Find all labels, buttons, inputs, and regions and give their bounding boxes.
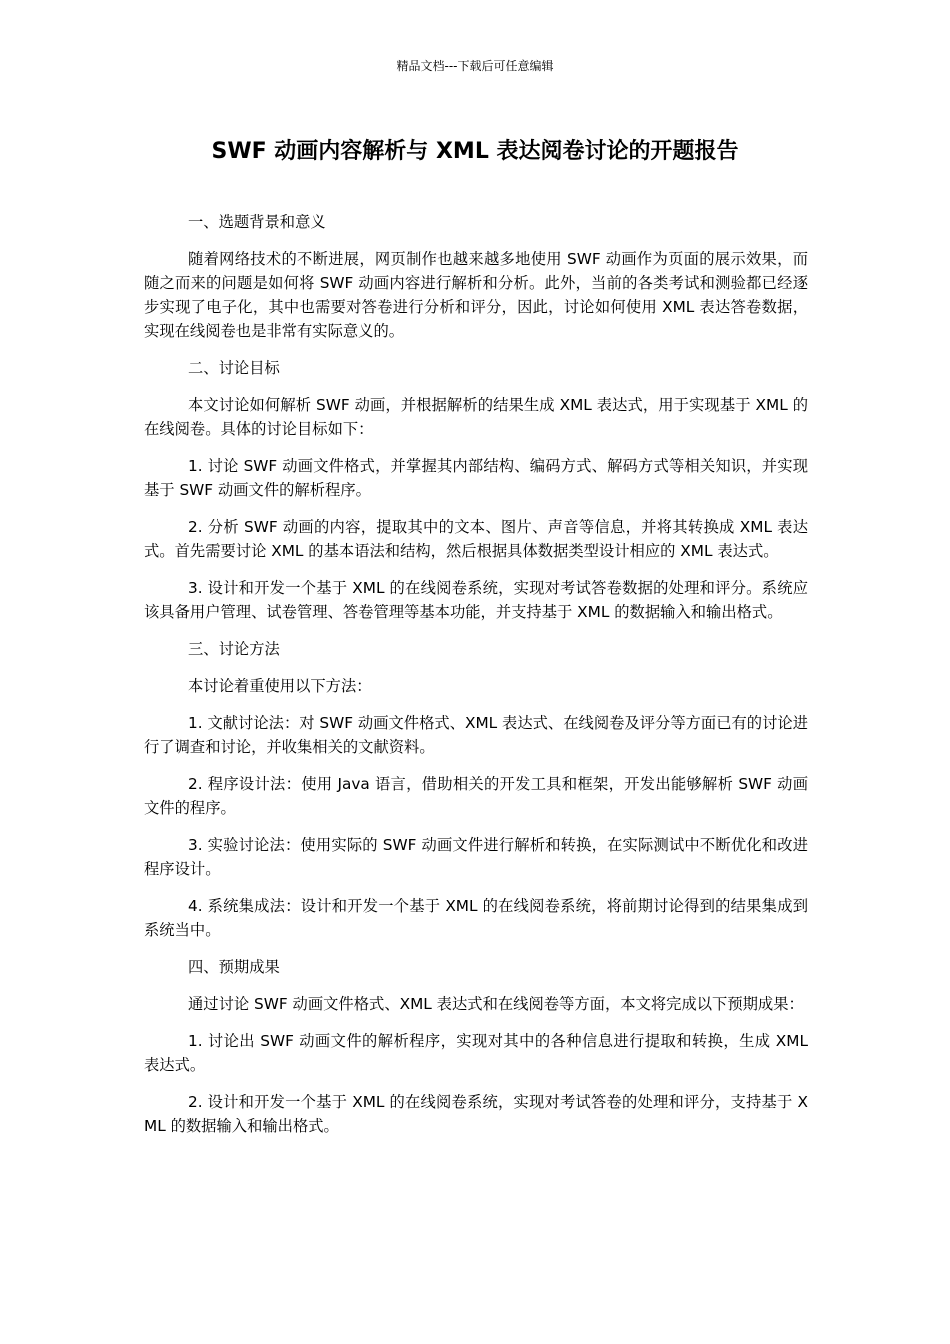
outcome-item-2: 2. 设计和开发一个基于 XML 的在线阅卷系统，实现对考试答卷的处理和评分，支持基于 XML 的数据输入和输出格式。: [144, 1093, 808, 1135]
section-heading-methods: 三、讨论方法: [188, 640, 280, 658]
outcome-item-1: 1. 讨论出 SWF 动画文件的解析程序，实现对其中的各种信息进行提取和转换，生成 XML 表达式。: [144, 1032, 808, 1074]
methods-intro-paragraph: 本讨论着重使用以下方法：: [188, 677, 372, 695]
page-header: 精品文档---下载后可任意编辑: [396, 59, 554, 73]
method-item-4: 4. 系统集成法：设计和开发一个基于 XML 的在线阅卷系统，将前期讨论得到的结果集成到系统当中。: [144, 897, 808, 939]
section-heading-background: 一、选题背景和意义: [188, 213, 326, 231]
method-item-2: 2. 程序设计法：使用 Java 语言，借助相关的开发工具和框架，开发出能够解析 SWF 动画文件的程序。: [144, 775, 808, 817]
objective-item-3: 3. 设计和开发一个基于 XML 的在线阅卷系统，实现对考试答卷数据的处理和评分。系统应该具备用户管理、试卷管理、答卷管理等基本功能，并支持基于 XML 的数据输入和输出格式。: [144, 579, 808, 621]
method-item-3: 3. 实验讨论法：使用实际的 SWF 动画文件进行解析和转换，在实际测试中不断优化和改进程序设计。: [144, 836, 808, 878]
outcomes-intro-paragraph: 通过讨论 SWF 动画文件格式、XML 表达式和在线阅卷等方面，本文将完成以下预期成果：: [188, 995, 804, 1013]
background-paragraph: 随着网络技术的不断进展，网页制作也越来越多地使用 SWF 动画作为页面的展示效果，而随之而来的问题是如何将 SWF 动画内容进行解析和分析。此外，当前的各类考试和测验都已经逐步实现了电子化，其中也需要对答卷进行分析和评分，因此，讨论如何使用 XML 表达答卷数据，实现在线阅卷也是非常有实际意义的。: [144, 250, 808, 340]
section-heading-objectives: 二、讨论目标: [188, 359, 280, 377]
objectives-intro-paragraph: 本文讨论如何解析 SWF 动画，并根据解析的结果生成 XML 表达式，用于实现基于 XML 的在线阅卷。具体的讨论目标如下：: [144, 396, 808, 438]
document-title: SWF 动画内容解析与 XML 表达阅卷讨论的开题报告: [211, 139, 739, 164]
document-body: [144, 210, 808, 1151]
objective-item-1: 1. 讨论 SWF 动画文件格式，并掌握其内部结构、编码方式、解码方式等相关知识，并实现基于 SWF 动画文件的解析程序。: [144, 457, 808, 499]
method-item-1: 1. 文献讨论法：对 SWF 动画文件格式、XML 表达式、在线阅卷及评分等方面已有的讨论进行了调查和讨论，并收集相关的文献资料。: [144, 714, 808, 756]
section-heading-outcomes: 四、预期成果: [188, 958, 280, 976]
objective-item-2: 2. 分析 SWF 动画的内容，提取其中的文本、图片、声音等信息，并将其转换成 XML 表达式。首先需要讨论 XML 的基本语法和结构，然后根据具体数据类型设计相应的 XML 表达式。: [144, 518, 808, 560]
